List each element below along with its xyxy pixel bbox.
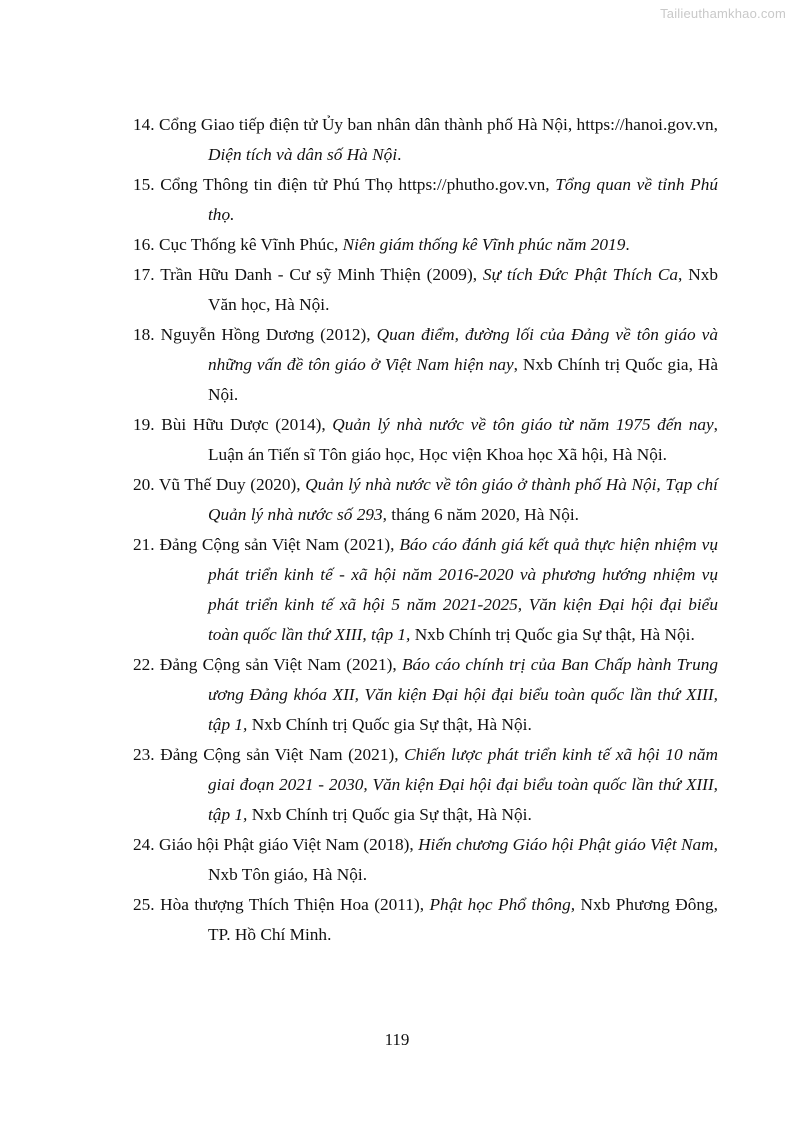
reference-number: 19. bbox=[133, 415, 155, 434]
reference-text: Hòa thượng Thích Thiện Hoa (2011), bbox=[160, 895, 430, 914]
reference-text: Giáo hội Phật giáo Việt Nam (2018), bbox=[158, 835, 419, 854]
reference-suffix: Nxb Chính trị Quốc gia Sự thật, Hà Nội. bbox=[247, 805, 532, 824]
reference-text: Trần Hữu Danh - Cư sỹ Minh Thiện (2009), bbox=[160, 265, 483, 284]
reference-item bbox=[133, 470, 718, 530]
reference-title: Sự tích Đức Phật Thích Ca bbox=[482, 265, 679, 284]
reference-suffix: , Nxb Văn học, Hà Nội. bbox=[208, 265, 719, 314]
reference-title: Hiến chương Giáo hội Phật giáo Việt Nam, bbox=[418, 835, 718, 854]
reference-number: 18. bbox=[133, 325, 155, 344]
reference-suffix: , Nxb Chính trị Quốc gia, Hà Nội. bbox=[208, 355, 719, 404]
reference-text: Đảng Cộng sản Việt Nam (2021), bbox=[159, 655, 402, 674]
reference-item bbox=[133, 260, 718, 320]
reference-text: Cục Thống kê Vĩnh Phúc, bbox=[158, 235, 343, 254]
reference-text: Đảng Cộng sản Việt Nam (2021), bbox=[159, 535, 400, 554]
reference-item bbox=[133, 830, 718, 890]
reference-number: 25. bbox=[133, 895, 155, 914]
reference-title: Tổng quan về tỉnh Phú thọ. bbox=[208, 175, 718, 224]
reference-list bbox=[133, 110, 718, 950]
reference-suffix: Nxb Chính trị Quốc gia Sự thật, Hà Nội. bbox=[410, 625, 695, 644]
page-number: 119 bbox=[384, 1030, 410, 1049]
reference-text: Cổng Giao tiếp điện tử Ủy ban nhân dân thành phố Hà Nội, https://hanoi.gov.vn, bbox=[159, 115, 719, 134]
reference-title: Báo cáo chính trị của Ban Chấp hành Trung ương Đảng khóa XII, Văn kiện Đại hội đại biểu toàn quốc lần thứ XIII, tập 1, bbox=[208, 655, 718, 734]
reference-suffix: , Luận án Tiến sĩ Tôn giáo học, Học viện Khoa học Xã hội, Hà Nội. bbox=[208, 415, 718, 464]
reference-title: Chiến lược phát triển kinh tế xã hội 10 năm giai đoạn 2021 - 2030, Văn kiện Đại hội đại biểu toàn quốc lần thứ XIII, tập 1, bbox=[208, 745, 718, 824]
reference-title: Quản lý nhà nước về tôn giáo từ năm 1975 đến nay bbox=[332, 415, 714, 434]
reference-text: Bùi Hữu Dược (2014), bbox=[161, 415, 333, 434]
reference-number: 16. bbox=[133, 235, 155, 254]
reference-item bbox=[133, 230, 718, 260]
reference-suffix: Nxb Phương Đông, TP. Hồ Chí Minh. bbox=[208, 895, 718, 944]
reference-title: Quan điểm, đường lối của Đảng về tôn giáo và những vấn đề tôn giáo ở Việt Nam hiện nay bbox=[208, 325, 718, 374]
reference-number: 15. bbox=[133, 175, 155, 194]
reference-text: Đảng Cộng sản Việt Nam (2021), bbox=[160, 745, 405, 764]
reference-number: 17. bbox=[133, 265, 155, 284]
reference-number: 23. bbox=[133, 745, 155, 764]
reference-number: 24. bbox=[133, 835, 155, 854]
reference-item bbox=[133, 110, 718, 170]
reference-item bbox=[133, 740, 718, 830]
reference-title: Diện tích và dân số Hà Nội bbox=[208, 145, 398, 164]
reference-item bbox=[133, 530, 718, 650]
reference-text: Nguyễn Hồng Dương (2012), bbox=[160, 325, 377, 344]
watermark: Tailieuthamkhao.com bbox=[660, 6, 786, 21]
reference-item bbox=[133, 890, 718, 950]
reference-number: 14. bbox=[133, 115, 155, 134]
reference-number: 20. bbox=[133, 475, 155, 494]
reference-suffix: tháng 6 năm 2020, Hà Nội. bbox=[386, 505, 579, 524]
reference-item bbox=[133, 410, 718, 470]
reference-number: 21. bbox=[133, 535, 155, 554]
reference-suffix: Nxb Chính trị Quốc gia Sự thật, Hà Nội. bbox=[247, 715, 532, 734]
reference-text: Vũ Thế Duy (2020), bbox=[158, 475, 306, 494]
reference-item bbox=[133, 650, 718, 740]
reference-suffix: Nxb Tôn giáo, Hà Nội. bbox=[208, 865, 368, 884]
reference-title: Quản lý nhà nước về tôn giáo ở thành phố Hà Nội, Tạp chí Quản lý nhà nước số 293, bbox=[208, 475, 718, 524]
reference-item bbox=[133, 320, 718, 410]
reference-number: 22. bbox=[133, 655, 155, 674]
reference-item bbox=[133, 170, 718, 230]
reference-suffix: . bbox=[397, 145, 402, 164]
reference-text: Cổng Thông tin điện tử Phú Thọ https://phutho.gov.vn, bbox=[160, 175, 556, 194]
reference-title: Phật học Phổ thông, bbox=[429, 895, 576, 914]
reference-title: Niên giám thống kê Vĩnh phúc năm 2019 bbox=[342, 235, 626, 254]
reference-suffix: . bbox=[625, 235, 630, 254]
reference-title: Báo cáo đánh giá kết quả thực hiện nhiệm vụ phát triển kinh tế - xã hội năm 2016-2020 và phương hướng nhiệm vụ phát triển kinh tế xã hội 5 năm 2021-2025, Văn kiện Đại hội đại biểu toàn quốc lần thứ XIII, tập 1, bbox=[208, 535, 718, 644]
